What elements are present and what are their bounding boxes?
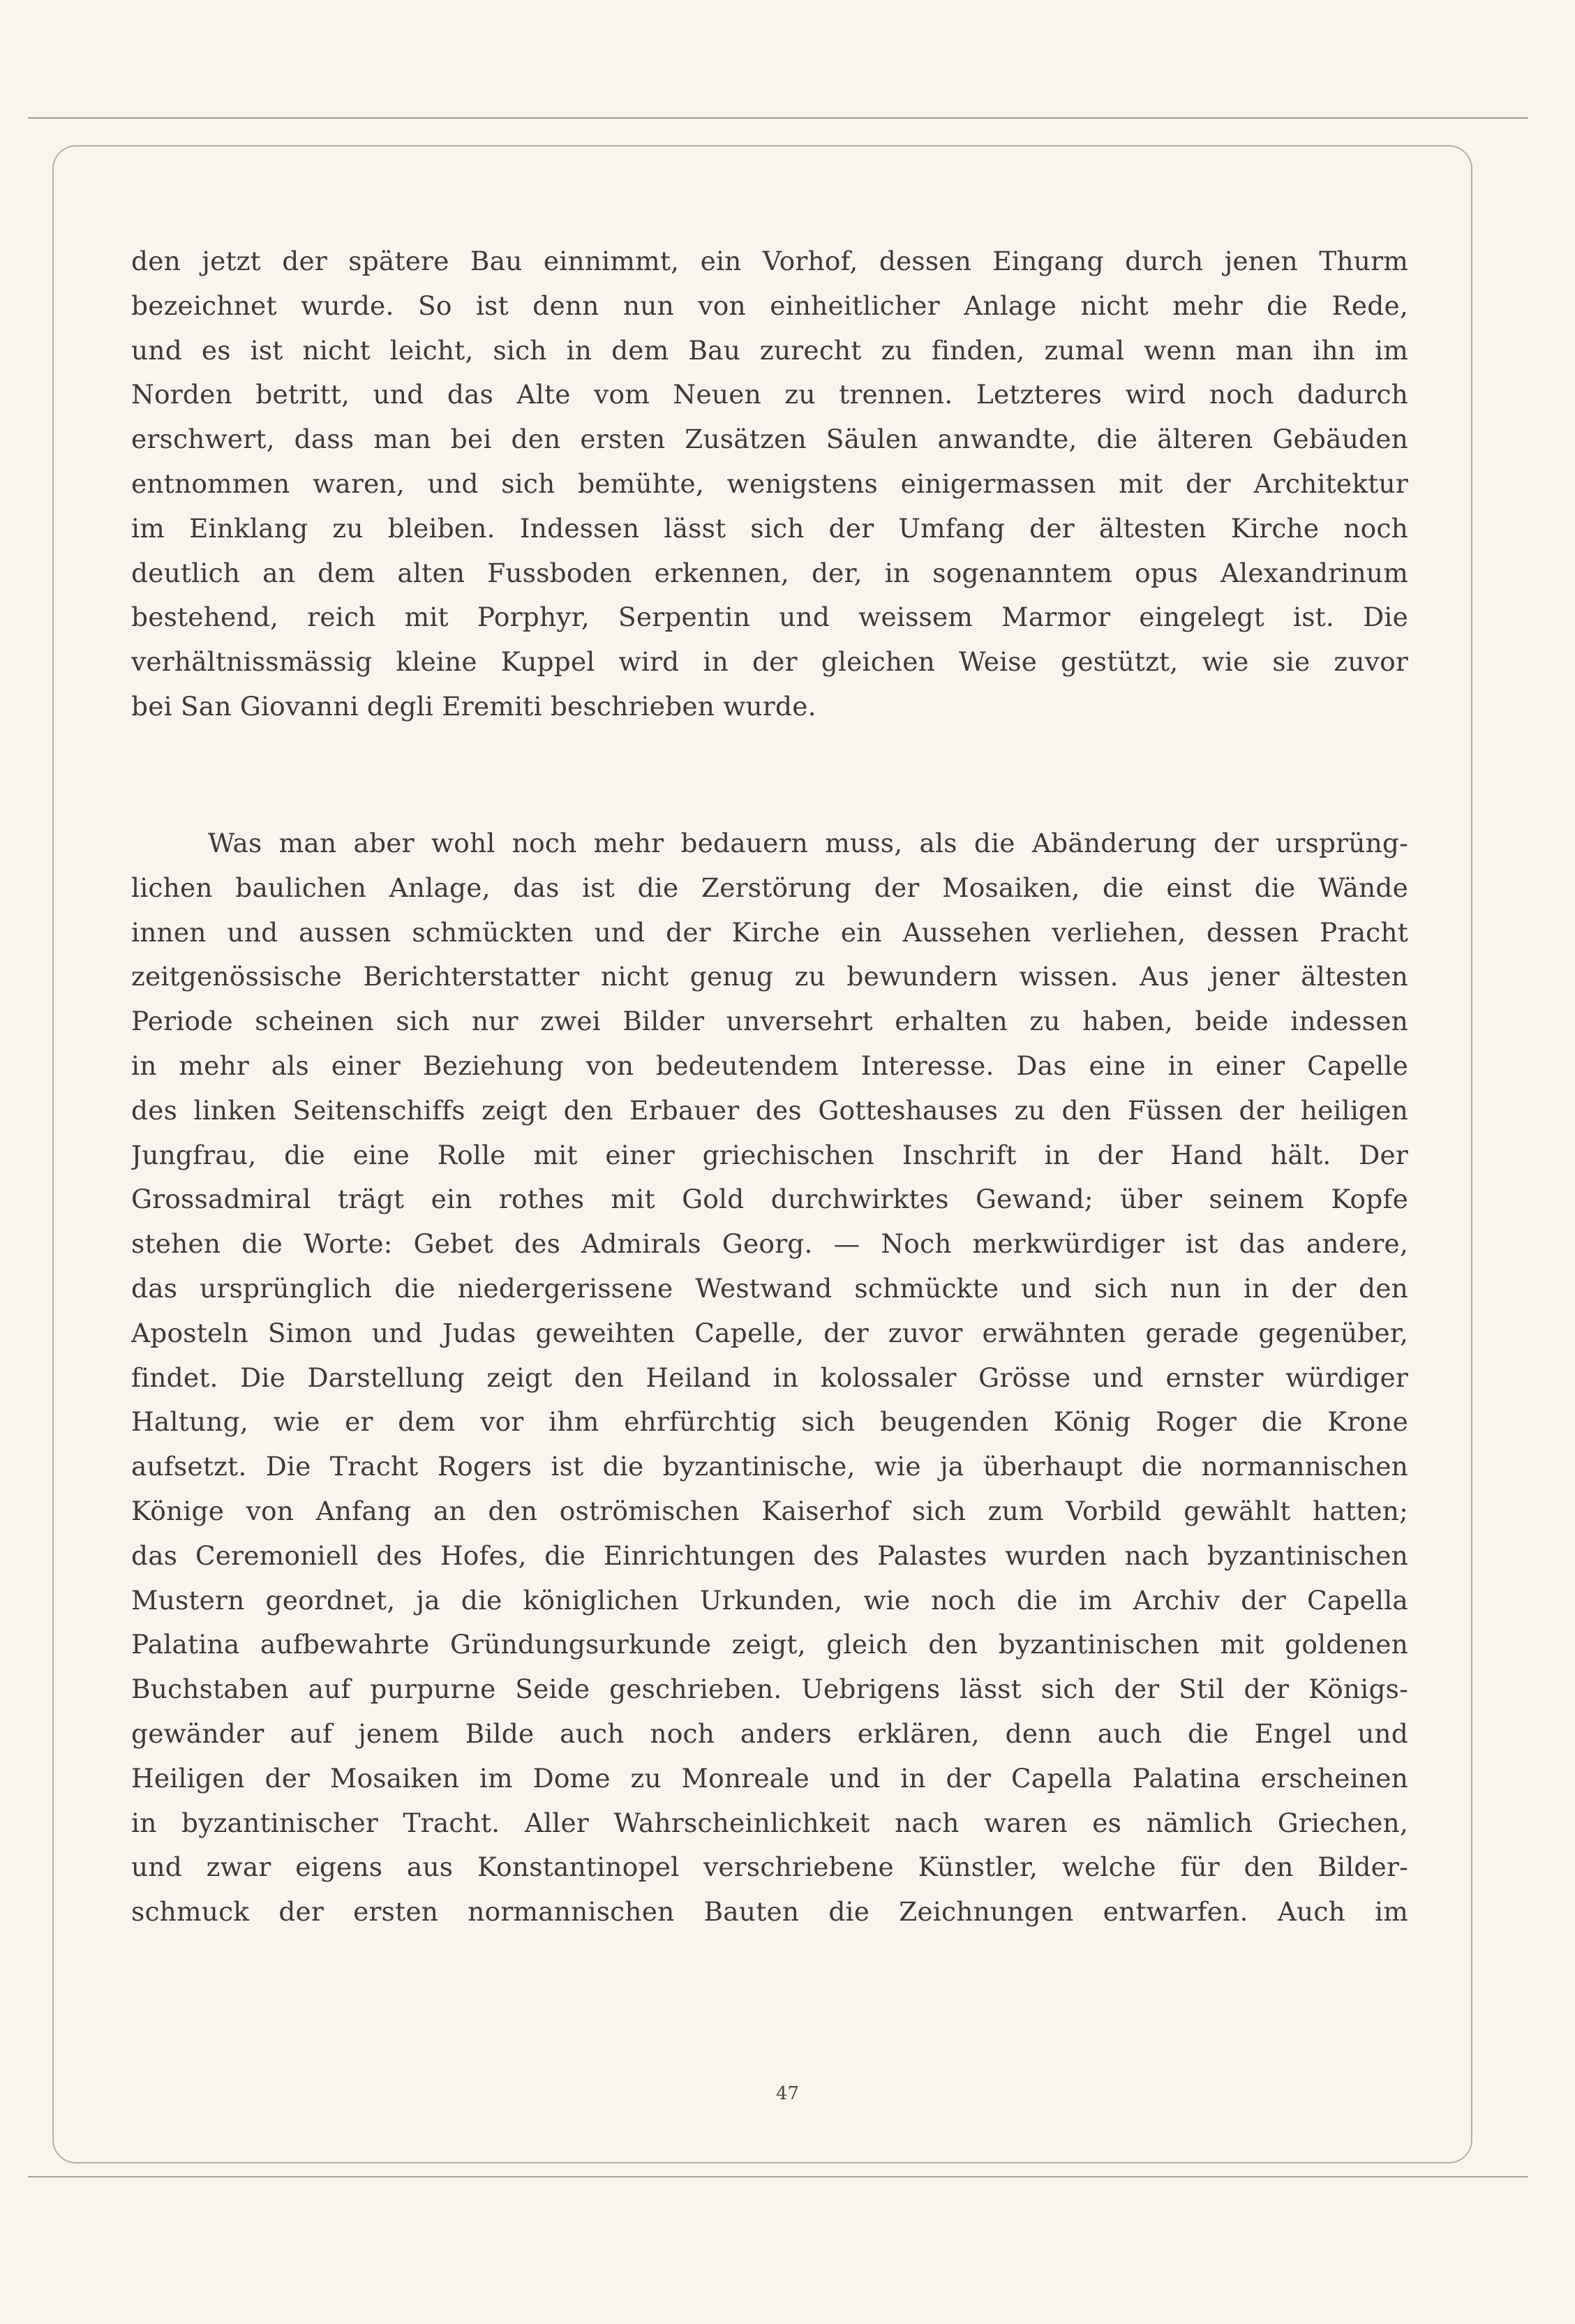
text-line: Haltung, wie er dem vor ihm ehrfürchtig sich beugenden König Roger die Krone [131, 1406, 1408, 1438]
text-line: zeitgenössische Berichterstatter nicht genug zu bewundern wissen. Aus jener ältesten [131, 961, 1408, 992]
text-line: findet. Die Darstellung zeigt den Heiland in kolossaler Grösse und ernster würdiger [131, 1362, 1408, 1393]
text-line: Mustern geordnet, ja die königlichen Urkunden, wie noch die im Archiv der Capella [131, 1584, 1408, 1616]
text-line: Könige von Anfang an den oströmischen Kaiserhof sich zum Vorbild gewählt hatten; [131, 1495, 1408, 1526]
text-line: bei San Giovanni degli Eremiti beschrieben wurde. [131, 690, 816, 722]
text-line: und es ist nicht leicht, sich in dem Bau zurecht zu finden, zumal wenn man ihn im [131, 334, 1408, 366]
text-line: innen und aussen schmückten und der Kirche ein Aussehen verliehen, dessen Pracht [131, 916, 1408, 948]
text-line: in mehr als einer Beziehung von bedeutendem Interesse. Das eine in einer Capelle [131, 1050, 1408, 1081]
text-line: gewänder auf jenem Bilde auch noch anders erklären, denn auch die Engel und [131, 1718, 1408, 1749]
text-line: im Einklang zu bleiben. Indessen lässt sich der Umfang der ältesten Kirche noch [131, 512, 1408, 544]
text-line: Jungfrau, die eine Rolle mit einer griechischen Inschrift in der Hand hält. Der [131, 1139, 1408, 1170]
text-line: den jetzt der spätere Bau einnimmt, ein Vorhof, dessen Eingang durch jenen Thurm [131, 246, 1408, 276]
text-line: lichen baulichen Anlage, das ist die Zerstörung der Mosaiken, die einst die Wände [131, 872, 1408, 903]
page-number: 47 [775, 2083, 800, 2104]
text-line: stehen die Worte: Gebet des Admirals Georg. — Noch merkwürdiger ist das andere, [131, 1228, 1408, 1260]
bottom-rule [28, 2176, 1528, 2177]
paragraph-2 [131, 821, 1408, 1935]
text-line: Palatina aufbewahrte Gründungsurkunde zeigt, gleich den byzantinischen mit goldenen [131, 1629, 1408, 1660]
text-line: Buchstaben auf purpurne Seide geschrieben. Uebrigens lässt sich der Stil der Königs- [131, 1674, 1408, 1705]
text-line: in byzantinischer Tracht. Aller Wahrscheinlichkeit nach waren es nämlich Griechen, [131, 1807, 1408, 1838]
text-line: bezeichnet wurde. So ist denn nun von einheitlicher Anlage nicht mehr die Rede, [131, 290, 1408, 321]
text-line: das Ceremoniell des Hofes, die Einrichtungen des Palastes wurden nach byzantinischen [131, 1540, 1408, 1571]
text-line: aufsetzt. Die Tracht Rogers ist die byzantinische, wie ja überhaupt die normannischen [131, 1451, 1408, 1482]
text-line: Periode scheinen sich nur zwei Bilder unversehrt erhalten zu haben, beide indessen [131, 1006, 1408, 1037]
text-line: und zwar eigens aus Konstantinopel verschriebene Künstler, welche für den Bilder- [131, 1852, 1408, 1883]
text-line: Norden betritt, und das Alte vom Neuen zu trennen. Letzteres wird noch dadurch [131, 379, 1408, 410]
text-line: verhältnissmässig kleine Kuppel wird in der gleichen Weise gestützt, wie sie zuvor [131, 646, 1408, 678]
text-line: erschwert, dass man bei den ersten Zusätzen Säulen anwandte, die älteren Gebäuden [131, 424, 1408, 455]
text-line: bestehend, reich mit Porphyr, Serpentin und weissem Marmor eingelegt ist. Die [131, 602, 1408, 633]
text-line: Grossadmiral trägt ein rothes mit Gold durchwirktes Gewand; über seinem Kopfe [131, 1184, 1408, 1215]
text-line: deutlich an dem alten Fussboden erkennen, der, in sogenanntem opus Alexandrinum [131, 557, 1408, 588]
text-line: Heiligen der Mosaiken im Dome zu Monreale und in der Capella Palatina erscheinen [131, 1762, 1408, 1794]
text-line: des linken Seitenschiffs zeigt den Erbauer des Gotteshauses zu den Füssen der heiligen [131, 1094, 1408, 1126]
text-line: Aposteln Simon und Judas geweihten Capelle, der zuvor erwähnten gerade gegenüber, [131, 1317, 1408, 1348]
paragraph-1 [131, 239, 1408, 729]
text-line: das ursprünglich die niedergerissene Westwand schmückte und sich nun in der den [131, 1272, 1408, 1304]
text-line: Was man aber wohl noch mehr bedauern muss, als die Abänderung der ursprüng- [208, 828, 1408, 858]
text-line: schmuck der ersten normannischen Bauten die Zeichnungen entwarfen. Auch im [131, 1896, 1408, 1928]
top-rule [28, 117, 1528, 119]
text-line: entnommen waren, und sich bemühte, wenigstens einigermassen mit der Architektur [131, 468, 1408, 499]
